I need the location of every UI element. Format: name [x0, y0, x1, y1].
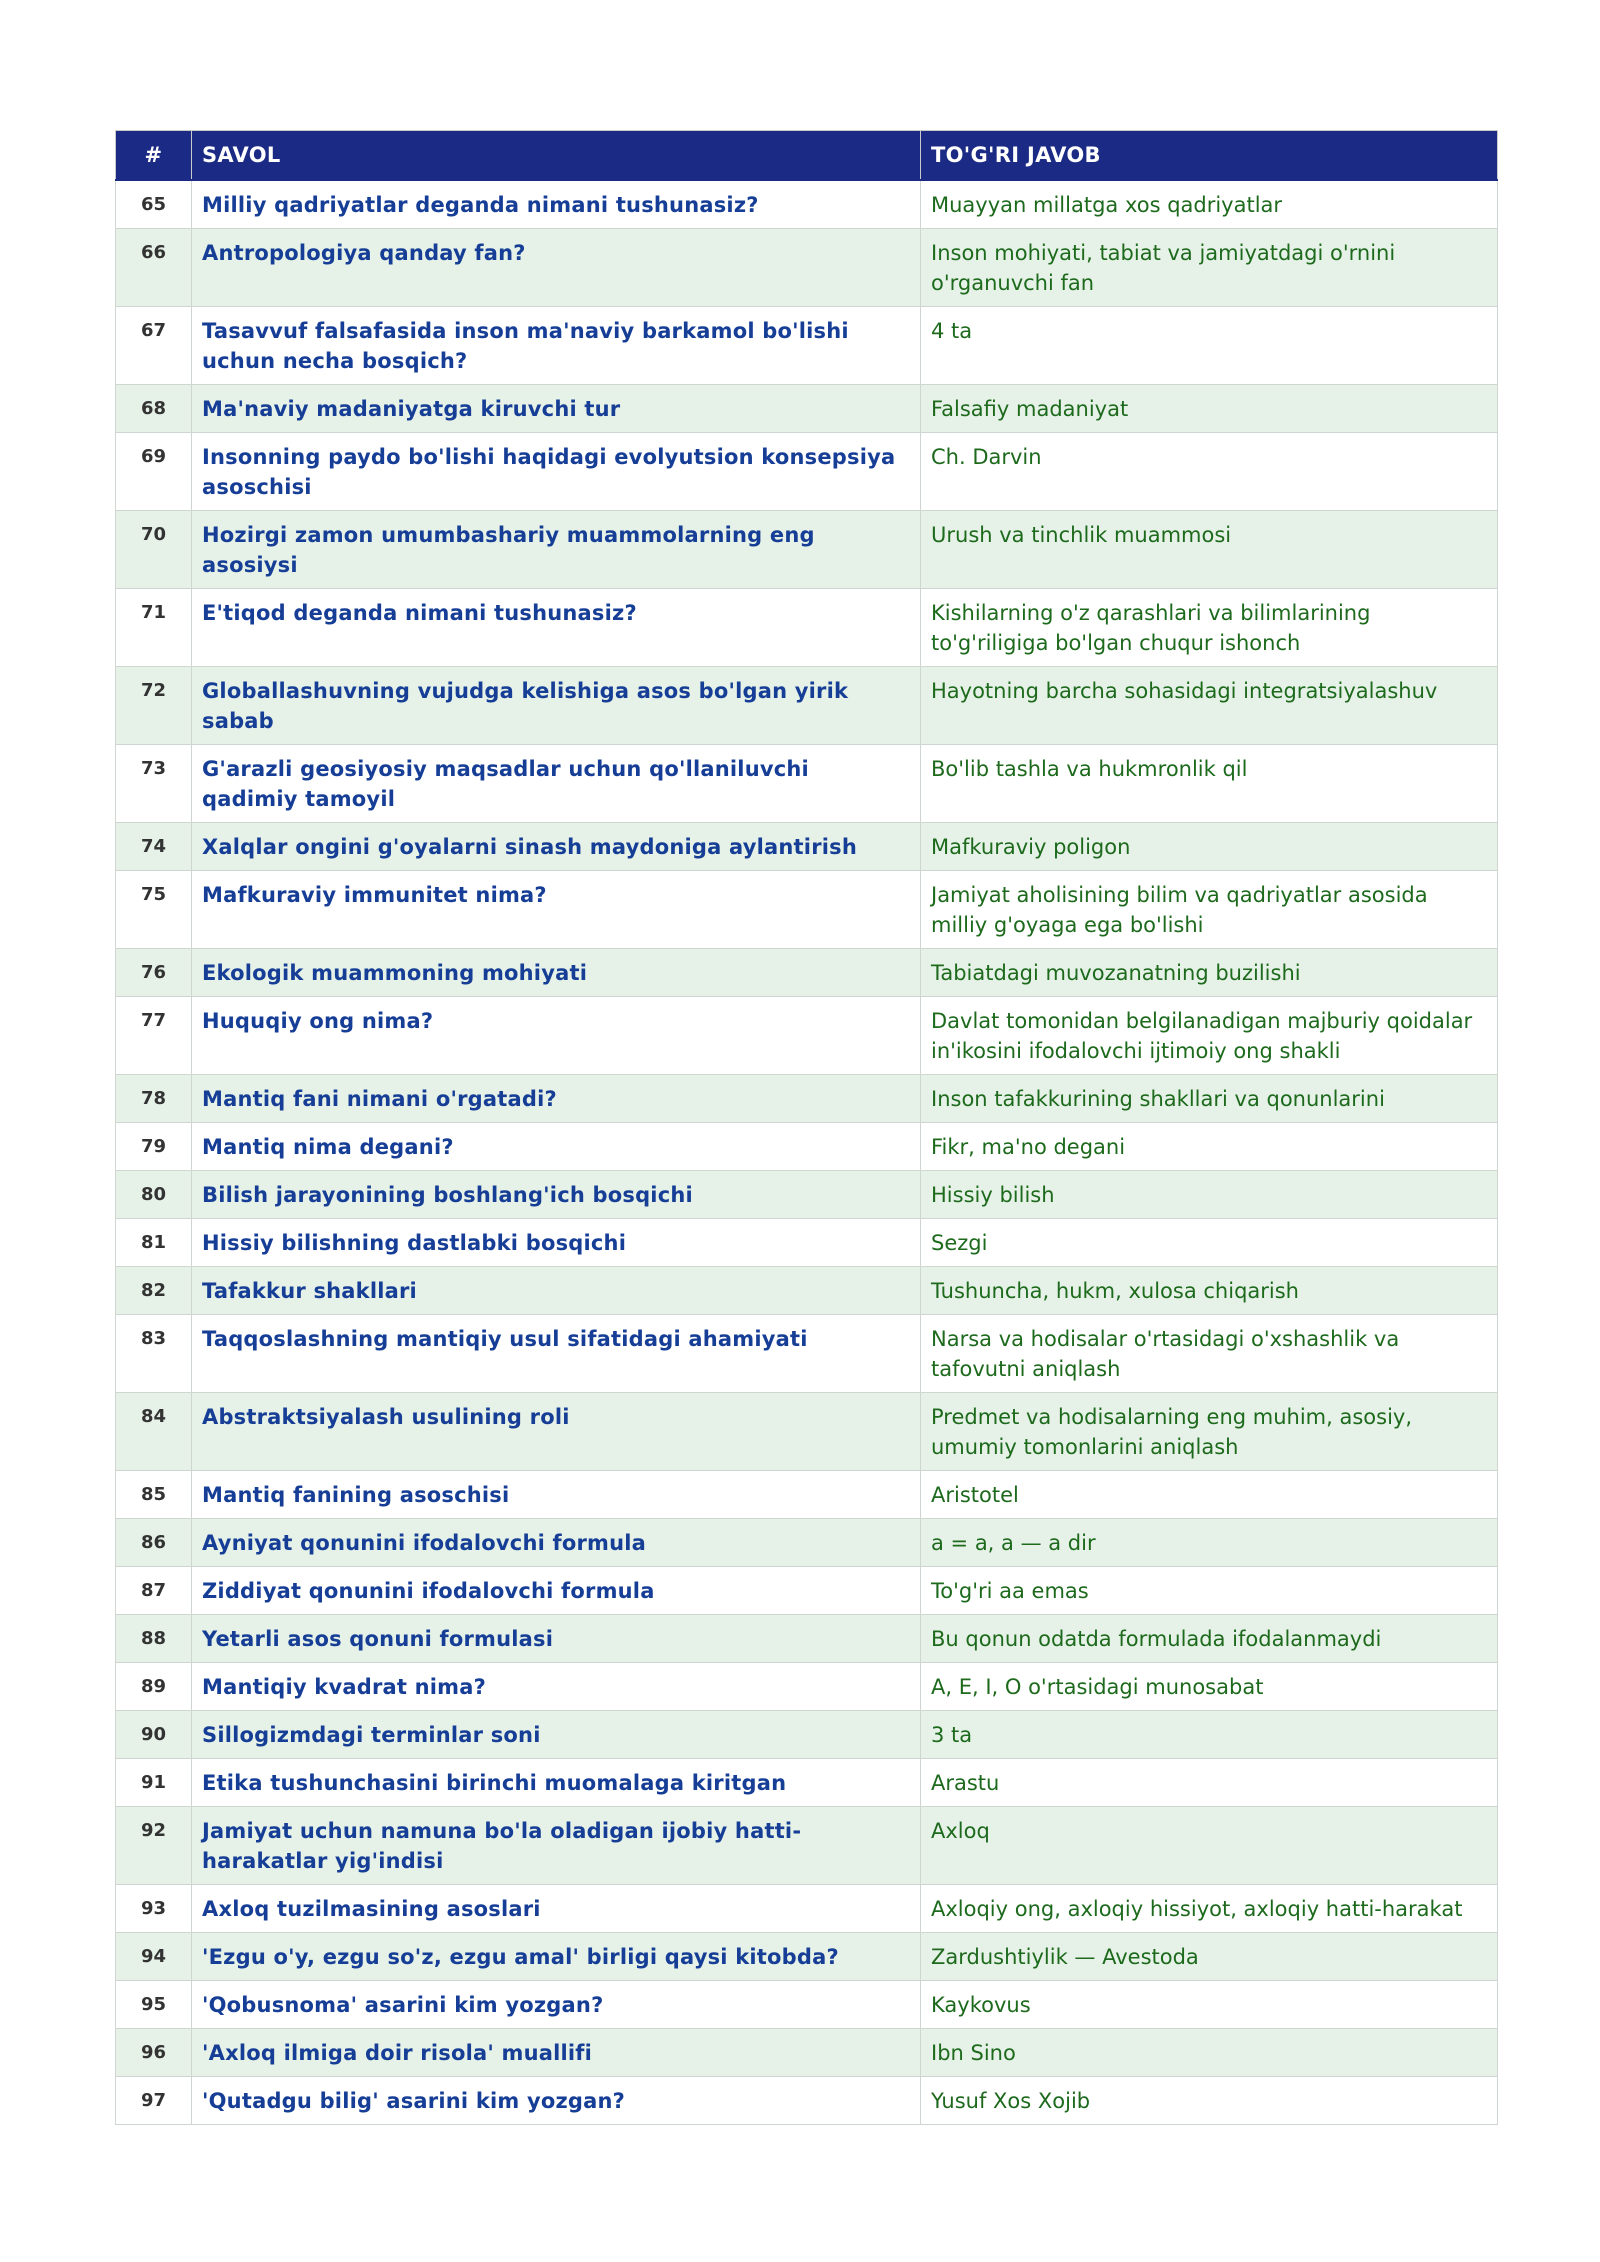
answer-cell: Yusuf Xos Xojib — [921, 2077, 1498, 2125]
table-row — [116, 1075, 1498, 1123]
question-cell: Globallashuvning vujudga kelishiga asos bo'lgan yirik sabab — [192, 667, 921, 745]
row-number: 67 — [116, 307, 192, 385]
table-row — [116, 1567, 1498, 1615]
table-row — [116, 1171, 1498, 1219]
question-cell: E'tiqod deganda nimani tushunasiz? — [192, 589, 921, 667]
answer-cell: Kaykovus — [921, 1981, 1498, 2029]
row-number: 72 — [116, 667, 192, 745]
row-number: 74 — [116, 823, 192, 871]
table-row — [116, 1393, 1498, 1471]
row-number: 96 — [116, 2029, 192, 2077]
answer-cell: Falsafiy madaniyat — [921, 385, 1498, 433]
row-number: 73 — [116, 745, 192, 823]
answer-cell: Tabiatdagi muvozanatning buzilishi — [921, 949, 1498, 997]
table-header — [116, 131, 1498, 181]
table-row — [116, 2077, 1498, 2125]
answer-cell: Narsa va hodisalar o'rtasidagi o'xshashlik va tafovutni aniqlash — [921, 1315, 1498, 1393]
row-number: 92 — [116, 1807, 192, 1885]
answer-cell: 4 ta — [921, 307, 1498, 385]
row-number: 68 — [116, 385, 192, 433]
question-cell: Etika tushunchasini birinchi muomalaga kiritgan — [192, 1759, 921, 1807]
row-number: 76 — [116, 949, 192, 997]
answer-cell: Tushuncha, hukm, xulosa chiqarish — [921, 1267, 1498, 1315]
question-cell: Antropologiya qanday fan? — [192, 229, 921, 307]
question-cell: Ayniyat qonunini ifodalovchi formula — [192, 1519, 921, 1567]
header-row — [116, 131, 1498, 181]
answer-cell: Inson mohiyati, tabiat va jamiyatdagi o'rnini o'rganuvchi fan — [921, 229, 1498, 307]
table-row — [116, 1315, 1498, 1393]
question-cell: Mantiqiy kvadrat nima? — [192, 1663, 921, 1711]
row-number: 93 — [116, 1885, 192, 1933]
table-row — [116, 871, 1498, 949]
answer-cell: Predmet va hodisalarning eng muhim, asosiy, umumiy tomonlarini aniqlash — [921, 1393, 1498, 1471]
row-number: 95 — [116, 1981, 192, 2029]
answer-cell: Hissiy bilish — [921, 1171, 1498, 1219]
table-row — [116, 1807, 1498, 1885]
header-number: # — [116, 131, 192, 181]
row-number: 88 — [116, 1615, 192, 1663]
table-row — [116, 1219, 1498, 1267]
question-cell: Jamiyat uchun namuna bo'la oladigan ijobiy hatti-harakatlar yig'indisi — [192, 1807, 921, 1885]
question-cell: Mantiq fani nimani o'rgatadi? — [192, 1075, 921, 1123]
table-row — [116, 1885, 1498, 1933]
table-row — [116, 433, 1498, 511]
answer-cell: Muayyan millatga xos qadriyatlar — [921, 180, 1498, 229]
answer-cell: To'g'ri aa emas — [921, 1567, 1498, 1615]
table-row — [116, 1471, 1498, 1519]
answer-cell: A, E, I, O o'rtasidagi munosabat — [921, 1663, 1498, 1711]
question-cell: Xalqlar ongini g'oyalarni sinash maydoniga aylantirish — [192, 823, 921, 871]
question-cell: Insonning paydo bo'lishi haqidagi evolyutsion konsepsiya asoschisi — [192, 433, 921, 511]
row-number: 87 — [116, 1567, 192, 1615]
row-number: 91 — [116, 1759, 192, 1807]
answer-cell: Bo'lib tashla va hukmronlik qil — [921, 745, 1498, 823]
row-number: 65 — [116, 180, 192, 229]
answer-cell: Bu qonun odatda formulada ifodalanmaydi — [921, 1615, 1498, 1663]
answer-cell: Ibn Sino — [921, 2029, 1498, 2077]
document-page — [115, 130, 1497, 2125]
answer-cell: Kishilarning o'z qarashlari va bilimlarining to'g'riligiga bo'lgan chuqur ishonch — [921, 589, 1498, 667]
table-row — [116, 667, 1498, 745]
question-cell: 'Qobusnoma' asarini kim yozgan? — [192, 1981, 921, 2029]
row-number: 84 — [116, 1393, 192, 1471]
table-row — [116, 307, 1498, 385]
row-number: 82 — [116, 1267, 192, 1315]
question-cell: Huquqiy ong nima? — [192, 997, 921, 1075]
question-cell: 'Qutadgu bilig' asarini kim yozgan? — [192, 2077, 921, 2125]
answer-cell: Mafkuraviy poligon — [921, 823, 1498, 871]
answer-cell: Axloqiy ong, axloqiy hissiyot, axloqiy hatti-harakat — [921, 1885, 1498, 1933]
question-cell: Sillogizmdagi terminlar soni — [192, 1711, 921, 1759]
table-row — [116, 745, 1498, 823]
row-number: 85 — [116, 1471, 192, 1519]
question-cell: Hozirgi zamon umumbashariy muammolarning eng asosiysi — [192, 511, 921, 589]
row-number: 69 — [116, 433, 192, 511]
question-cell: Yetarli asos qonuni formulasi — [192, 1615, 921, 1663]
question-cell: Mantiq fanining asoschisi — [192, 1471, 921, 1519]
question-cell: Hissiy bilishning dastlabki bosqichi — [192, 1219, 921, 1267]
row-number: 97 — [116, 2077, 192, 2125]
row-number: 77 — [116, 997, 192, 1075]
table-row — [116, 1519, 1498, 1567]
table-row — [116, 2029, 1498, 2077]
table-row — [116, 1267, 1498, 1315]
table-row — [116, 1615, 1498, 1663]
header-answer: TO'G'RI JAVOB — [921, 131, 1498, 181]
row-number: 80 — [116, 1171, 192, 1219]
answer-cell: Ch. Darvin — [921, 433, 1498, 511]
row-number: 86 — [116, 1519, 192, 1567]
table-row — [116, 511, 1498, 589]
row-number: 79 — [116, 1123, 192, 1171]
answer-cell: Fikr, ma'no degani — [921, 1123, 1498, 1171]
table-row — [116, 949, 1498, 997]
row-number: 81 — [116, 1219, 192, 1267]
question-cell: Milliy qadriyatlar deganda nimani tushunasiz? — [192, 180, 921, 229]
row-number: 71 — [116, 589, 192, 667]
answer-cell: Hayotning barcha sohasidagi integratsiyalashuv — [921, 667, 1498, 745]
question-cell: Ekologik muammoning mohiyati — [192, 949, 921, 997]
question-cell: Tafakkur shakllari — [192, 1267, 921, 1315]
table-row — [116, 385, 1498, 433]
question-cell: Ziddiyat qonunini ifodalovchi formula — [192, 1567, 921, 1615]
row-number: 83 — [116, 1315, 192, 1393]
row-number: 89 — [116, 1663, 192, 1711]
table-body — [116, 180, 1498, 2125]
question-cell: Ma'naviy madaniyatga kiruvchi tur — [192, 385, 921, 433]
row-number: 75 — [116, 871, 192, 949]
answer-cell: 3 ta — [921, 1711, 1498, 1759]
question-cell: Bilish jarayonining boshlang'ich bosqichi — [192, 1171, 921, 1219]
qa-table — [115, 130, 1498, 2125]
question-cell: Mafkuraviy immunitet nima? — [192, 871, 921, 949]
answer-cell: Inson tafakkurining shakllari va qonunlarini — [921, 1075, 1498, 1123]
answer-cell: a = a, a — a dir — [921, 1519, 1498, 1567]
question-cell: G'arazli geosiyosiy maqsadlar uchun qo'llaniluvchi qadimiy tamoyil — [192, 745, 921, 823]
question-cell: Axloq tuzilmasining asoslari — [192, 1885, 921, 1933]
table-row — [116, 1759, 1498, 1807]
question-cell: Abstraktsiyalash usulining roli — [192, 1393, 921, 1471]
question-cell: 'Ezgu o'y, ezgu so'z, ezgu amal' birligi qaysi kitobda? — [192, 1933, 921, 1981]
table-row — [116, 1711, 1498, 1759]
answer-cell: Jamiyat aholisining bilim va qadriyatlar asosida milliy g'oyaga ega bo'lishi — [921, 871, 1498, 949]
table-row — [116, 180, 1498, 229]
answer-cell: Aristotel — [921, 1471, 1498, 1519]
table-row — [116, 997, 1498, 1075]
question-cell: Tasavvuf falsafasida inson ma'naviy barkamol bo'lishi uchun necha bosqich? — [192, 307, 921, 385]
row-number: 90 — [116, 1711, 192, 1759]
answer-cell: Axloq — [921, 1807, 1498, 1885]
answer-cell: Arastu — [921, 1759, 1498, 1807]
row-number: 66 — [116, 229, 192, 307]
table-row — [116, 1981, 1498, 2029]
row-number: 78 — [116, 1075, 192, 1123]
question-cell: Taqqoslashning mantiqiy usul sifatidagi ahamiyati — [192, 1315, 921, 1393]
table-row — [116, 1663, 1498, 1711]
table-row — [116, 229, 1498, 307]
table-row — [116, 1123, 1498, 1171]
question-cell: 'Axloq ilmiga doir risola' muallifi — [192, 2029, 921, 2077]
answer-cell: Urush va tinchlik muammosi — [921, 511, 1498, 589]
table-row — [116, 823, 1498, 871]
row-number: 94 — [116, 1933, 192, 1981]
answer-cell: Zardushtiylik — Avestoda — [921, 1933, 1498, 1981]
answer-cell: Davlat tomonidan belgilanadigan majburiy qoidalar in'ikosini ifodalovchi ijtimoiy ong shakli — [921, 997, 1498, 1075]
answer-cell: Sezgi — [921, 1219, 1498, 1267]
table-row — [116, 1933, 1498, 1981]
question-cell: Mantiq nima degani? — [192, 1123, 921, 1171]
table-row — [116, 589, 1498, 667]
header-question: SAVOL — [192, 131, 921, 181]
row-number: 70 — [116, 511, 192, 589]
